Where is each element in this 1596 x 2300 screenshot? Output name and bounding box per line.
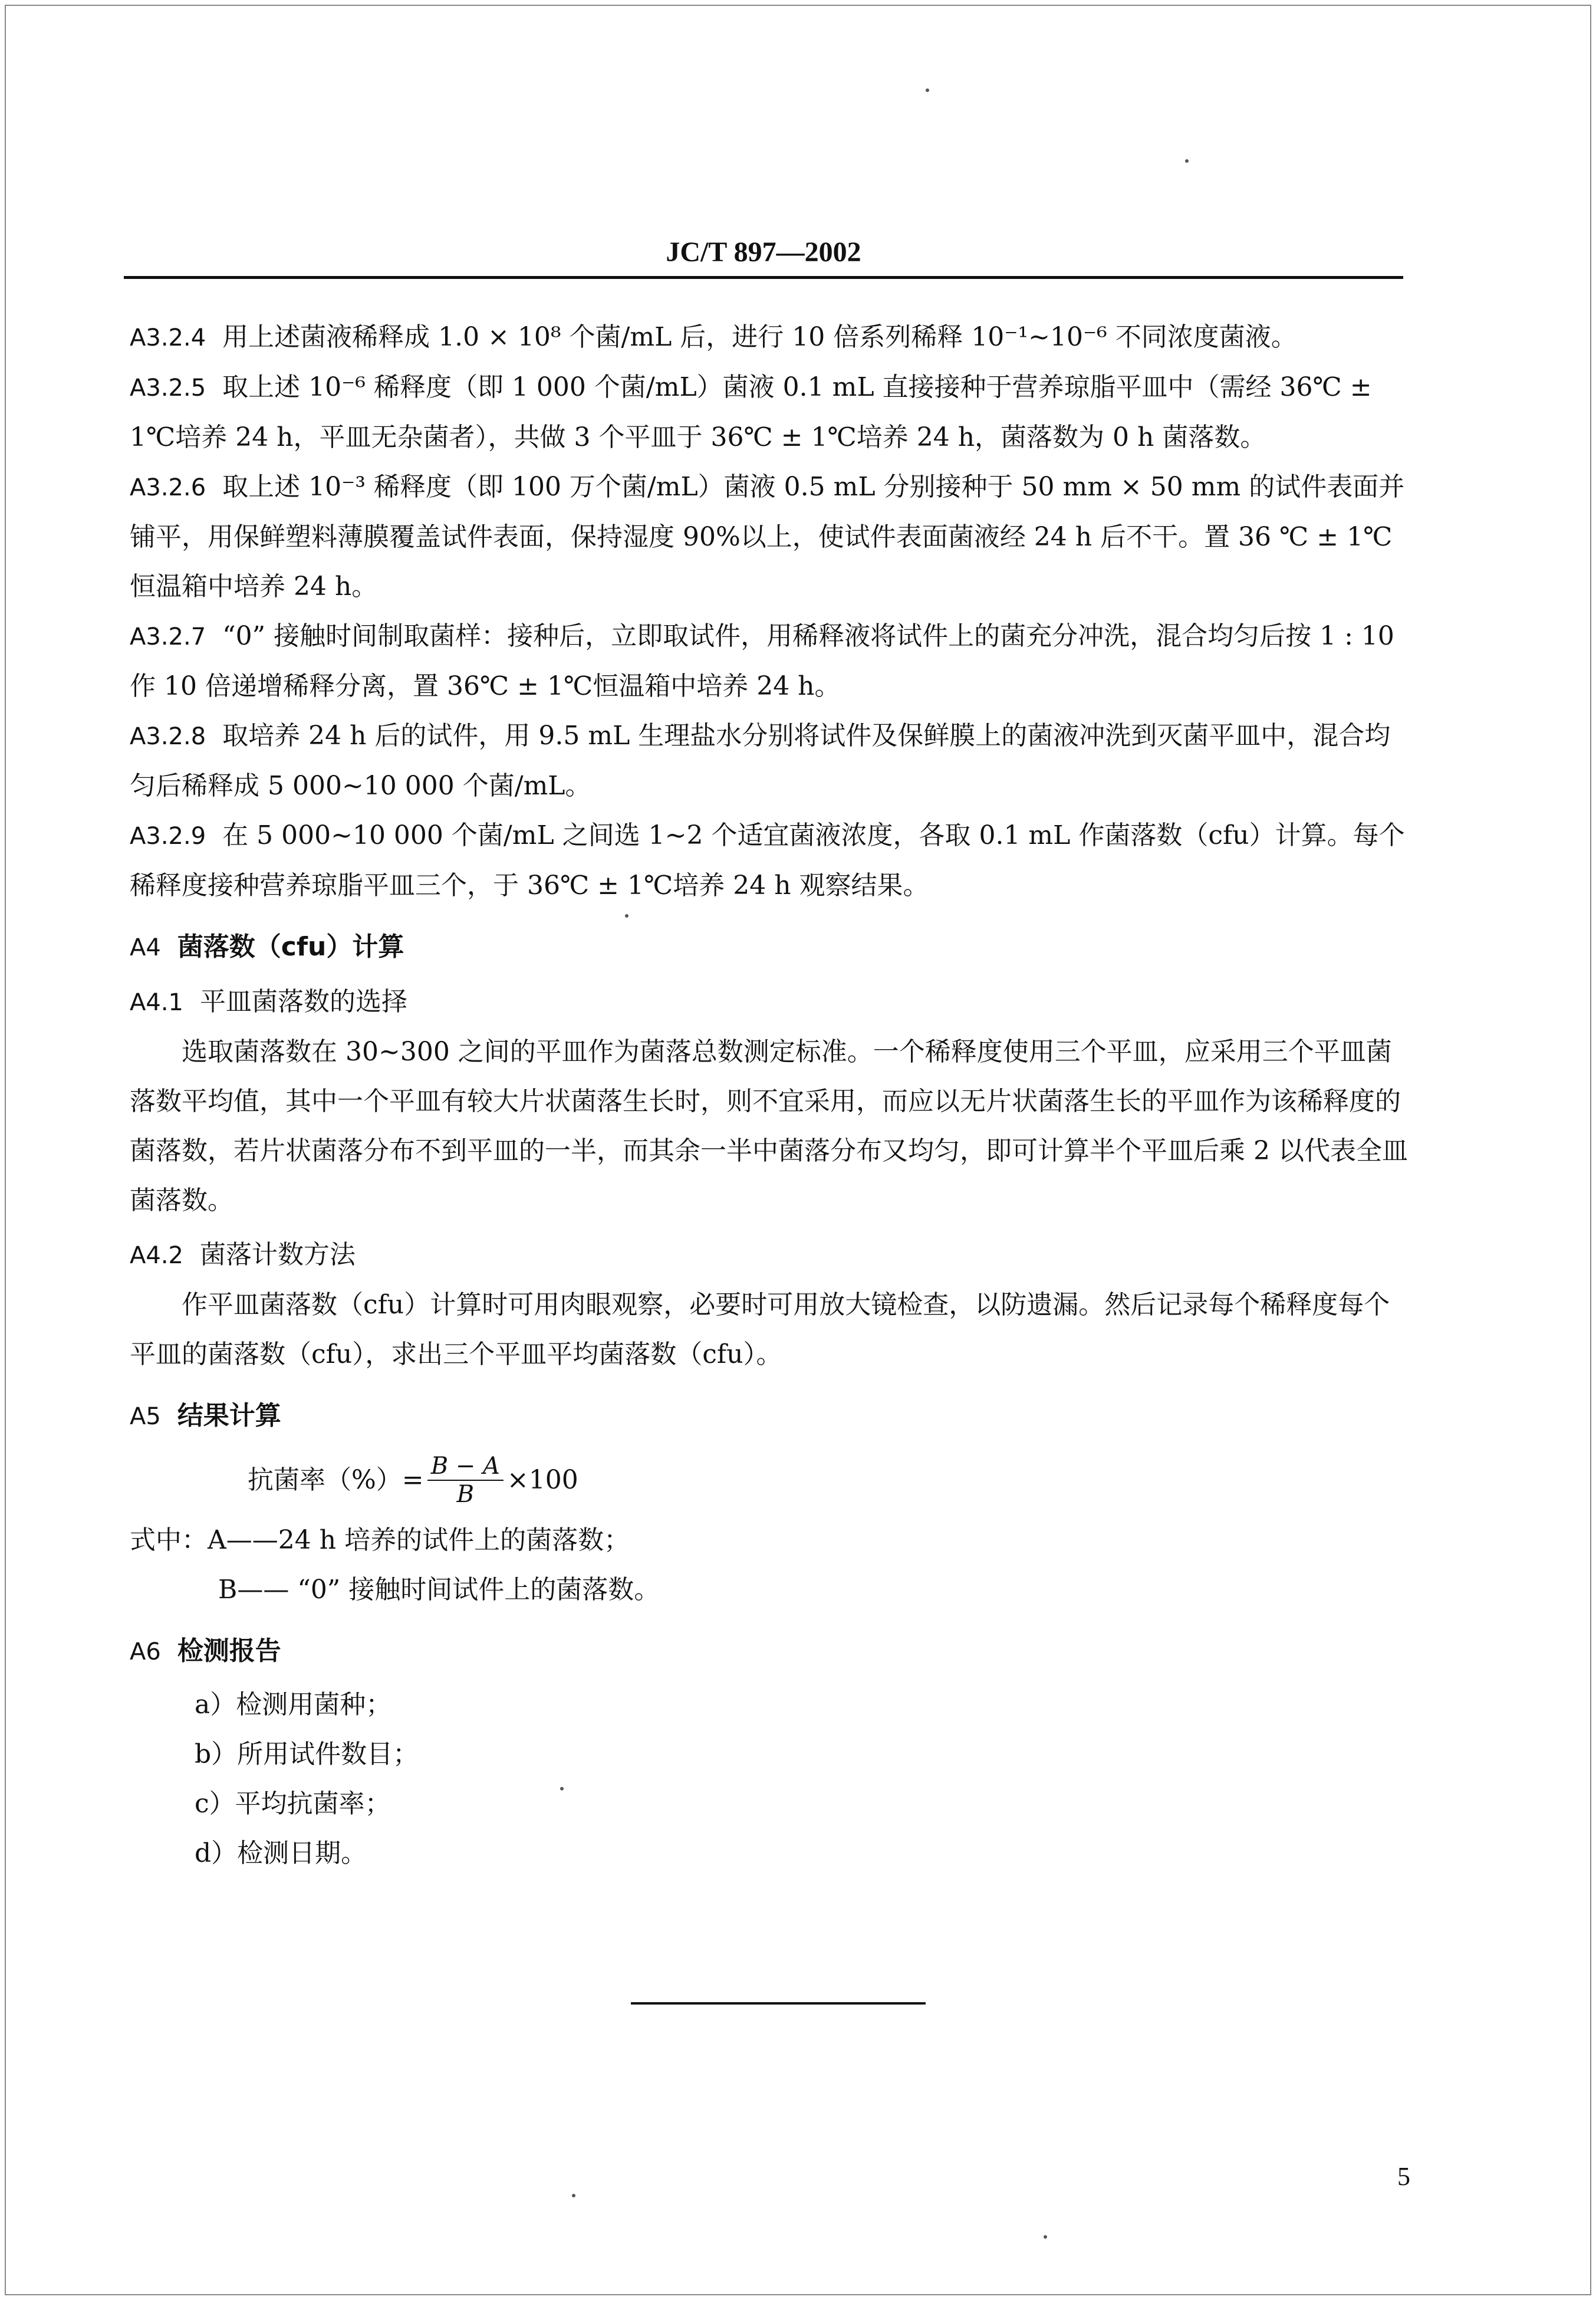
report-item: a）检测用菌种； — [195, 1690, 392, 1720]
subsection-a4-1-heading — [130, 977, 1409, 1027]
clause-text: 取上述 10⁻⁶ 稀释度（即 1 000 个菌/mL）菌液 0.1 mL 直接接种于营养琼脂平皿中（需经 36℃ ± 1℃培养 24 h，平皿无杂菌者），共做 3 个平皿于 36℃ ± 1℃培养 24 h，菌落数为 0 h 菌落数。 — [130, 372, 1372, 452]
clause-a3-2-7 — [130, 612, 1409, 711]
clause-a3-2-4 — [130, 313, 1409, 363]
antibacterial-rate-formula — [248, 1445, 1409, 1516]
scan-speck — [926, 88, 929, 92]
section-a5-heading — [130, 1391, 1409, 1441]
formula-left: 抗菌率（%）= — [248, 1465, 424, 1495]
clause-number: A3.2.7 — [130, 623, 206, 650]
formula-denominator: B — [456, 1481, 474, 1508]
standard-header: JC/T 897—2002 — [666, 236, 861, 268]
subsection-title: 菌落计数方法 — [199, 1240, 356, 1270]
subsection-number: A4.2 — [130, 1242, 183, 1269]
clause-text: 在 5 000~10 000 个菌/mL 之间选 1~2 个适宜菌液浓度，各取 0.1 mL 作菌落数（cfu）计算。每个稀释度接种营养琼脂平皿三个，于 36℃ ± 1℃培养 24 h 观察结果。 — [130, 820, 1405, 901]
report-item: d）检测日期。 — [195, 1838, 367, 1868]
clause-a3-2-9 — [130, 811, 1409, 911]
document-body — [130, 313, 1409, 1878]
section-a6-heading — [130, 1627, 1409, 1677]
end-rule — [631, 2002, 926, 2005]
scan-speck — [1185, 159, 1189, 163]
formula-variable-a: 式中：A——24 h 培养的试件上的菌落数； — [130, 1525, 630, 1555]
scan-speck — [560, 1787, 564, 1790]
clause-a3-2-5 — [130, 363, 1409, 462]
subsection-title: 平皿菌落数的选择 — [199, 987, 407, 1017]
section-number: A4 — [130, 934, 161, 961]
clause-number: A3.2.8 — [130, 723, 206, 750]
a4-2-paragraph: 作平皿菌落数（cfu）计算时可用肉眼观察，必要时可用放大镜检查，以防遗漏。然后记录每个稀释度每个平皿的菌落数（cfu），求出三个平皿平均菌落数（cfu）。 — [130, 1290, 1390, 1369]
report-item: b）所用试件数目； — [195, 1739, 419, 1769]
scan-speck — [1044, 2235, 1047, 2239]
formula-numerator: B − A — [427, 1453, 504, 1481]
header-rule — [124, 276, 1403, 279]
subsection-a4-2-heading — [130, 1230, 1409, 1280]
scan-speck — [625, 914, 628, 918]
report-item: c）平均抗菌率； — [195, 1789, 391, 1819]
clause-number: A3.2.4 — [130, 324, 206, 351]
section-number: A6 — [130, 1638, 161, 1665]
section-a4-heading — [130, 922, 1409, 972]
formula-right: ×100 — [506, 1465, 578, 1495]
section-title: 结果计算 — [177, 1401, 281, 1431]
page-number: 5 — [1397, 2162, 1410, 2191]
formula-fraction — [427, 1453, 504, 1508]
section-title: 菌落数（cfu）计算 — [177, 932, 404, 962]
clause-number: A3.2.9 — [130, 823, 206, 850]
scan-speck — [572, 2194, 575, 2197]
section-number: A5 — [130, 1403, 161, 1430]
section-title: 检测报告 — [177, 1636, 281, 1666]
clause-number: A3.2.5 — [130, 374, 206, 402]
formula-variable-b: B—— “0” 接触时间试件上的菌落数。 — [218, 1575, 660, 1605]
clause-a3-2-8 — [130, 711, 1409, 811]
clause-text: 取培养 24 h 后的试件，用 9.5 mL 生理盐水分别将试件及保鲜膜上的菌液冲洗到灭菌平皿中，混合均匀后稀释成 5 000~10 000 个菌/mL。 — [130, 721, 1391, 801]
a4-1-paragraph: 选取菌落数在 30~300 之间的平皿作为菌落总数测定标准。一个稀释度使用三个平皿，应采用三个平皿菌落数平均值，其中一个平皿有较大片状菌落生长时，则不宜采用，而应以无片状菌落生长的平皿作为该稀释度的菌落数，若片状菌落分布不到平皿的一半，而其余一半中菌落分布又均匀，即可计算半个平皿后乘 2 以代表全皿菌落数。 — [130, 1037, 1408, 1215]
clause-text: 用上述菌液稀释成 1.0 × 10⁸ 个菌/mL 后，进行 10 倍系列稀释 10⁻¹~10⁻⁶ 不同浓度菌液。 — [222, 322, 1297, 352]
clause-a3-2-6 — [130, 462, 1409, 612]
clause-number: A3.2.6 — [130, 474, 206, 501]
clause-text: “0” 接触时间制取菌样：接种后，立即取试件，用稀释液将试件上的菌充分冲洗，混合均匀后按 1 : 10 作 10 倍递增稀释分离，置 36℃ ± 1℃恒温箱中培养 24 h。 — [130, 621, 1394, 701]
subsection-number: A4.1 — [130, 989, 183, 1016]
clause-text: 取上述 10⁻³ 稀释度（即 100 万个菌/mL）菌液 0.5 mL 分别接种于 50 mm × 50 mm 的试件表面并铺平，用保鲜塑料薄膜覆盖试件表面，保持湿度 90%以上，使试件表面菌液经 24 h 后不干。置 36 ℃ ± 1℃恒温箱中培养 24 h。 — [130, 472, 1405, 602]
